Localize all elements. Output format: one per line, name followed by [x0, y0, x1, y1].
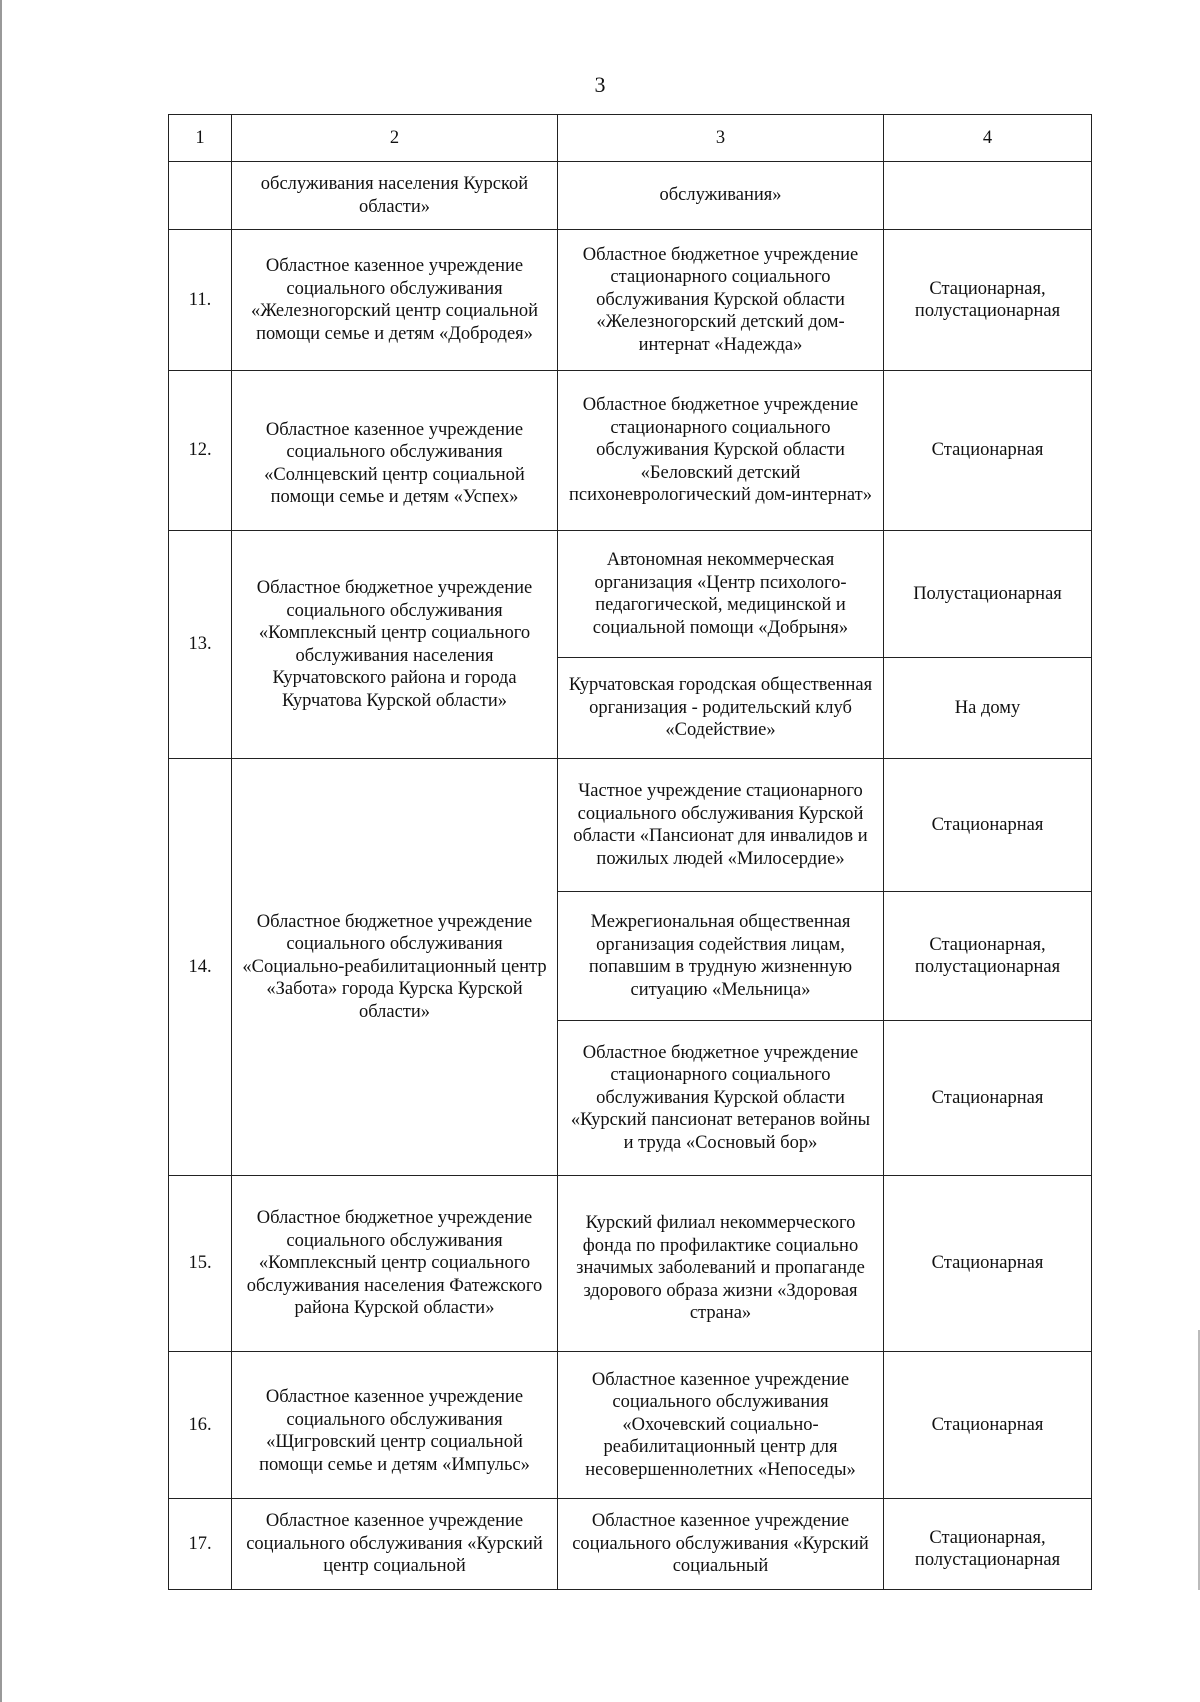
table-row-17	[169, 1499, 1092, 1590]
scan-edge-left	[0, 0, 2, 1702]
cell-num: 16.	[169, 1352, 232, 1499]
table-row-15	[169, 1176, 1092, 1352]
cell-partner: Областное бюджетное учреждение стационарного социального обслуживания Курской области «Железногорский детский дом-интернат «Надежда»	[558, 230, 884, 371]
header-cell-2: 2	[232, 115, 558, 162]
cell-form: Стационарная	[884, 759, 1092, 892]
cell-num: 14.	[169, 759, 232, 1176]
cell-provider: Областное бюджетное учреждение социального обслуживания «Социально-реабилитационный центр «Забота» города Курска Курской области»	[232, 759, 558, 1176]
page-number: 3	[594, 72, 606, 97]
cell-provider: Областное казенное учреждение социального обслуживания «Железногорский центр социальной помощи семье и детям «Добродея»	[232, 230, 558, 371]
cell-form: Стационарная, полустационарная	[884, 230, 1092, 371]
cell-num	[169, 162, 232, 230]
cell-partner: Областное казенное учреждение социального обслуживания «Охочевский социально-реабилитационный центр для несовершеннолетних «Непоседы»	[558, 1352, 884, 1499]
header-cell-3: 3	[558, 115, 884, 162]
cell-form: Стационарная	[884, 1352, 1092, 1499]
cell-provider: Областное казенное учреждение социального обслуживания «Щигровский центр социальной помощи семье и детям «Импульс»	[232, 1352, 558, 1499]
cell-form: Стационарная, полустационарная	[884, 892, 1092, 1021]
cell-provider: Областное бюджетное учреждение социального обслуживания «Комплексный центр социального обслуживания населения Фатежского района Курской области»	[232, 1176, 558, 1352]
cell-partner: Курский филиал некоммерческого фонда по профилактике социально значимых заболеваний и пропаганде здорового образа жизни «Здоровая страна»	[558, 1176, 884, 1352]
header-cell-4: 4	[884, 115, 1092, 162]
cell-partner: обслуживания»	[558, 162, 884, 230]
organizations-table	[168, 114, 1092, 1590]
cell-form: Стационарная, полустационарная	[884, 1499, 1092, 1590]
cell-partner: Курчатовская городская общественная организация - родительский клуб «Содействие»	[558, 658, 884, 759]
table-row-16	[169, 1352, 1092, 1499]
cell-partner: Областное бюджетное учреждение стационарного социального обслуживания Курской области «Курский пансионат ветеранов войны и труда «Сосновый бор»	[558, 1021, 884, 1176]
cell-form: Стационарная	[884, 371, 1092, 531]
cell-num: 11.	[169, 230, 232, 371]
cell-num: 12.	[169, 371, 232, 531]
table-row-12	[169, 371, 1092, 531]
cell-partner: Автономная некоммерческая организация «Центр психолого-педагогической, медицинской и социальной помощи «Добрыня»	[558, 531, 884, 658]
cell-provider: Областное бюджетное учреждение социального обслуживания «Комплексный центр социального обслуживания населения Курчатовского района и города Курчатова Курской области»	[232, 531, 558, 759]
cell-form: На дому	[884, 658, 1092, 759]
cell-partner: Областное казенное учреждение социального обслуживания «Курский социальный	[558, 1499, 884, 1590]
table-row-14a	[169, 759, 1092, 892]
cell-provider: Областное казенное учреждение социального обслуживания «Курский центр социальной	[232, 1499, 558, 1590]
cell-partner: Частное учреждение стационарного социального обслуживания Курской области «Пансионат для инвалидов и пожилых людей «Милосердие»	[558, 759, 884, 892]
cell-form	[884, 162, 1092, 230]
cell-partner: Межрегиональная общественная организация содействия лицам, попавшим в трудную жизненную ситуацию «Мельница»	[558, 892, 884, 1021]
cell-partner: Областное бюджетное учреждение стационарного социального обслуживания Курской области «Беловский детский психоневрологический дом-интернат»	[558, 371, 884, 531]
table-row-11	[169, 230, 1092, 371]
cell-form: Стационарная	[884, 1176, 1092, 1352]
cell-num: 17.	[169, 1499, 232, 1590]
cell-form: Стационарная	[884, 1021, 1092, 1176]
table-row-13a	[169, 531, 1092, 658]
header-cell-1: 1	[169, 115, 232, 162]
table-header-row	[169, 115, 1092, 162]
cell-provider: обслуживания населения Курской области»	[232, 162, 558, 230]
cell-form: Полустационарная	[884, 531, 1092, 658]
cell-num: 15.	[169, 1176, 232, 1352]
table-row-continuation	[169, 162, 1092, 230]
cell-num: 13.	[169, 531, 232, 759]
cell-provider: Областное казенное учреждение социального обслуживания «Солнцевский центр социальной помощи семье и детям «Успех»	[232, 371, 558, 531]
